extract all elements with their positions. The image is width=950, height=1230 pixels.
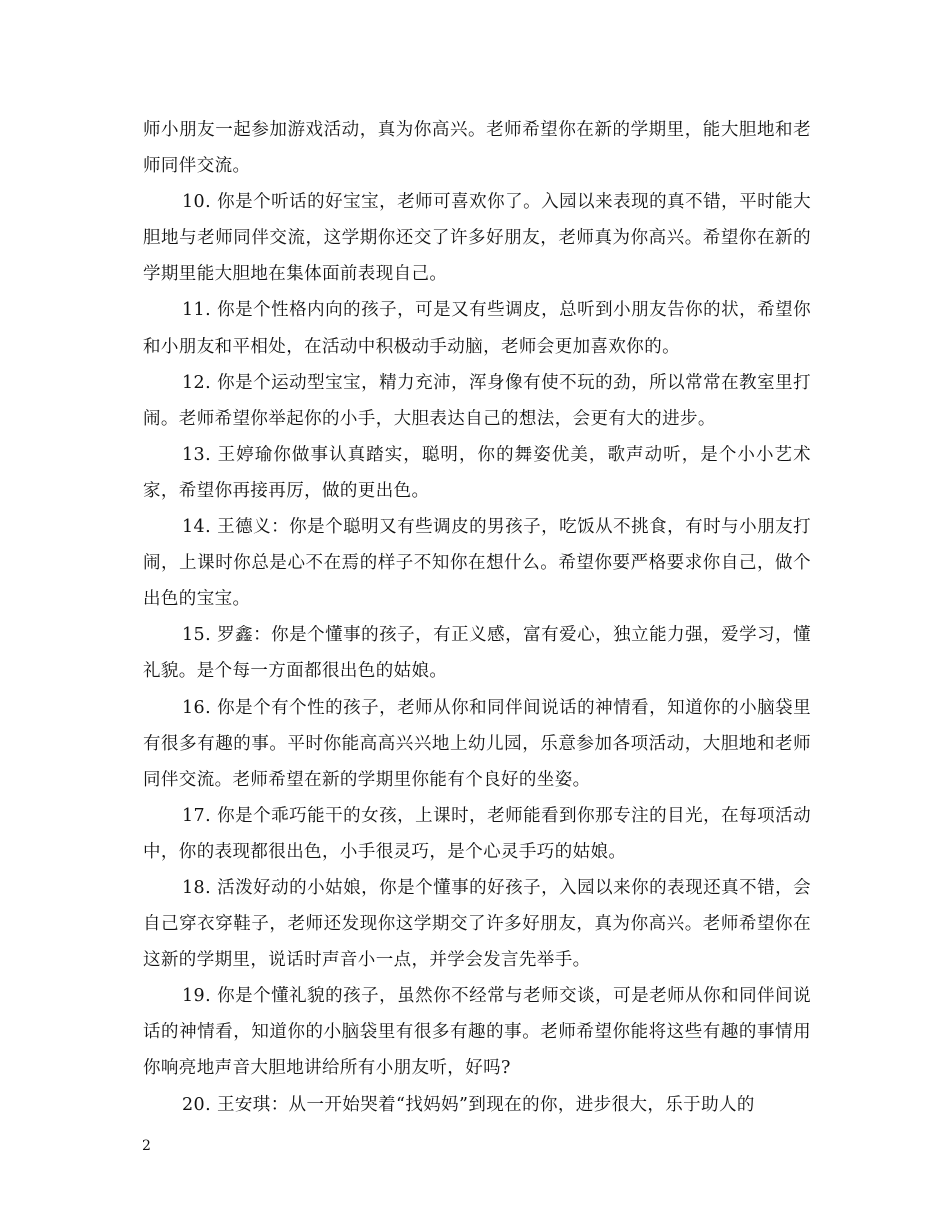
paragraph-item-15: 15. 罗鑫：你是个懂事的孩子，有正义感，富有爱心，独立能力强，爱学习，懂礼貌。是个每一方面都很出色的姑娘。 <box>143 625 811 682</box>
paragraph-item-11: 11. 你是个性格内向的孩子，可是又有些调皮，总听到小朋友告你的状，希望你和小朋友和平相处，在活动中积极动手动脑，老师会更加喜欢你的。 <box>143 300 811 357</box>
paragraph-item-17: 17. 你是个乖巧能干的女孩，上课时，老师能看到你那专注的目光，在每项活动中，你的表现都很出色，小手很灵巧，是个心灵手巧的姑娘。 <box>143 805 811 862</box>
paragraph-continuation: 师小朋友一起参加游戏活动，真为你高兴。老师希望你在新的学期里，能大胆地和老师同伴交流。 <box>143 120 811 177</box>
paragraph-item-14: 14. 王德义：你是个聪明又有些调皮的男孩子，吃饭从不挑食，有时与小朋友打闹，上课时你总是心不在焉的样子不知你在想什么。希望你要严格要求你自己，做个出色的宝宝。 <box>143 517 811 610</box>
paragraph-item-19: 19. 你是个懂礼貌的孩子，虽然你不经常与老师交谈，可是老师从你和同伴间说话的神情看，知道你的小脑袋里有很多有趣的事。老师希望你能将这些有趣的事情用你响亮地声音大胆地讲给所有小朋友听，好吗? <box>143 986 811 1079</box>
paragraph-item-18: 18. 活泼好动的小姑娘，你是个懂事的好孩子，入园以来你的表现还真不错，会自己穿衣穿鞋子，老师还发现你这学期交了许多好朋友，真为你高兴。老师希望你在这新的学期里，说话时声音小一点，并学会发言先举手。 <box>143 877 811 971</box>
paragraph-item-16: 16. 你是个有个性的孩子，老师从你和同伴间说话的神情看，知道你的小脑袋里有很多有趣的事。平时你能高高兴兴地上幼儿园，乐意参加各项活动，大胆地和老师同伴交流。老师希望在新的学期里你能有个良好的坐姿。 <box>143 697 811 790</box>
paragraph-item-12: 12. 你是个运动型宝宝，精力充沛，浑身像有使不玩的劲，所以常常在教室里打闹。老师希望你举起你的小手，大胆表达自己的想法，会更有大的进步。 <box>143 372 811 429</box>
paragraph-item-10: 10. 你是个听话的好宝宝，老师可喜欢你了。入园以来表现的真不错，平时能大胆地与老师同伴交流，这学期你还交了许多好朋友，老师真为你高兴。希望你在新的学期里能大胆地在集体面前表现自己。 <box>143 192 811 285</box>
paragraph-item-20: 20. 王安琪：从一开始哭着“找妈妈”到现在的你，进步很大，乐于助人的 <box>182 1094 755 1115</box>
body-text <box>143 112 811 1123</box>
paragraph-item-13: 13. 王婷瑜你做事认真踏实，聪明，你的舞姿优美，歌声动听，是个小小艺术家，希望你再接再厉，做的更出色。 <box>143 444 811 501</box>
page-number: 2 <box>142 1138 151 1154</box>
